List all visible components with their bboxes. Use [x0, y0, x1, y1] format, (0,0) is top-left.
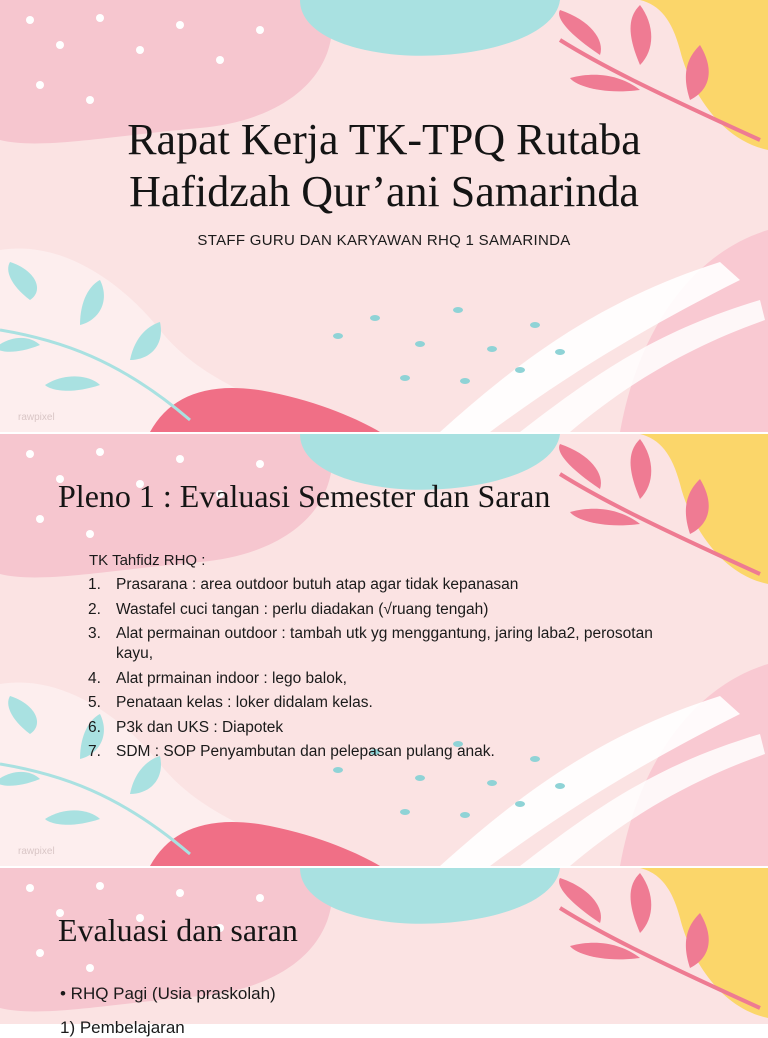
numbered-list [88, 575, 688, 767]
list-item: 5. Penataan kelas : loker didalam kelas. [88, 694, 373, 711]
list-item: 1. Prasarana : area outdoor butuh atap agar tidak kepanasan [88, 576, 519, 593]
title-line-2: Hafidzah Qur’ani Samarinda [129, 167, 639, 216]
slide-2 [0, 434, 768, 866]
title-line-1: Rapat Kerja TK-TPQ Rutaba [127, 115, 641, 164]
slide-title: Pleno 1 : Evaluasi Semester dan Saran [58, 478, 551, 514]
watermark: rawpixel [18, 412, 55, 423]
watermark: rawpixel [18, 846, 55, 857]
list-item: 6. P3k dan UKS : Diapotek [88, 718, 284, 736]
slide-title: Evaluasi dan saran [58, 912, 298, 948]
list-item: 4. Alat prmainan indoor : lego balok, [88, 669, 347, 687]
sub-item: 1) Pembelajaran [60, 1018, 185, 1037]
list-item: 2. Wastafel cuci tangan : perlu diadakan (√ruang tengah) [88, 600, 489, 618]
slide-1 [0, 0, 768, 432]
presentation-title [0, 114, 768, 218]
bullet-item: • RHQ Pagi (Usia praskolah) [60, 984, 276, 1003]
list-item: 7. SDM : SOP Penyambutan dan pelepasan pulang anak. [88, 743, 495, 760]
slide-3 [0, 868, 768, 1037]
section-lead: TK Tahfidz RHQ : [89, 552, 206, 569]
presentation-subtitle: STAFF GURU DAN KARYAWAN RHQ 1 SAMARINDA [197, 232, 571, 249]
list-item: 3. Alat permainan outdoor : tambah utk yg menggantung, jaring laba2, perosotan kayu, [88, 625, 653, 662]
